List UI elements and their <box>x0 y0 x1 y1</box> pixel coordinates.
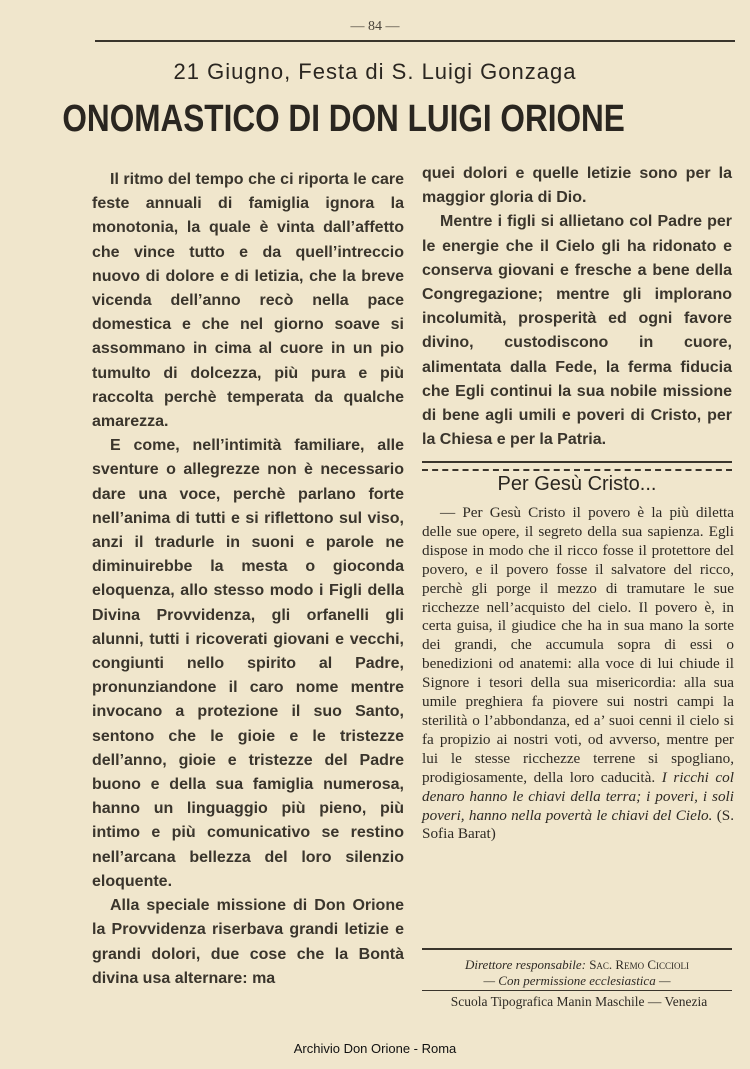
director-label: Direttore responsabile: <box>464 957 586 972</box>
sidebar-title: Per Gesù Cristo... <box>497 473 657 495</box>
credits-rule <box>422 948 732 950</box>
printer-line: Scuola Tipografica Manin Maschile — Venezia <box>450 994 708 1009</box>
sidebar-body <box>422 504 734 844</box>
article-paragraph: quei dolori e quelle letizie sono per la maggior gloria di Dio. <box>422 165 732 207</box>
sidebar-text: — Per Gesù Cristo il povero è la più diletta delle sue opere, il segreto della sua sapienza. Egli dispose in modo che il ricco fosse il protettore del povero, e il povero fosse il salvatore del ricco, perchè gli porge il mezzo di tramutare le sue ricchezze nell’acquisto del cielo. Il povero è, in certa guisa, il giudice che ha in sua mano la sorte dei grandi, che accumula sopra di essi o benedizioni od anatemi: alla voce di lui chiude il Signore i tesori della sua misericordia: alla sua umile preghiera fa piovere sui nostri campi la sterilità o l’abbondanza, ed a’ suoi cenni il cielo si fa propizio ai nostri voti, od avverso, mentre per lui le stesse ricchezze terrene si spogliano, prodigiosamente, della loro caducità. <box>422 504 734 786</box>
sidebar-quote: I ricchi col denaro hanno le chiavi della terra; i poveri, i soli poveri, hanno nella povertà le chiavi del Cielo. <box>422 768 734 824</box>
page-number: — 84 — <box>350 19 400 34</box>
credits-rule-secondary <box>422 990 732 991</box>
director-name: Sac. Remo Ciccioli <box>589 957 690 972</box>
article-paragraph: Il ritmo del tempo che ci riporta le care feste annuali di famiglia ignora la monotonia, la quale è vinta dall’affetto che vince tutto e da quell’intreccio nuovo di dolore e di letizia, che la breve vicenda dell’anno recò nella pace domestica e che nel giorno soave si assommano in cima al cuore in un pio tumulto di dolcezza, più pura e più raccolta perchè temperata da qualche amarezza. <box>92 171 404 431</box>
ornament-divider <box>422 461 732 471</box>
article-left-column <box>92 168 404 991</box>
article-paragraph: Alla speciale missione di Don Orione la Provvidenza riserbava grandi letizie e grandi dolori, due cose che la Bontà divina usa alternare: ma <box>92 897 404 987</box>
ecclesiastical-permission: — Con permissione ecclesiastica — <box>483 973 671 988</box>
article-paragraph: Mentre i figli si allietano col Padre per le energie che il Cielo gli ha ridonato e conserva giovani e fresche a bene della Congregazione; mentre gli implorano incolumità, prosperità ed ogni favore divino, custodiscono in cuore, alimentata dalla Fede, la ferma fiducia che Egli continui la sua nobile missione di bene agli umili e poveri di Cristo, per la Chiesa e per la Patria. <box>422 213 732 449</box>
article-subtitle: 21 Giugno, Festa di S. Luigi Gonzaga <box>173 59 577 84</box>
article-title: ONOMASTICO DI DON LUIGI ORIONE <box>62 98 625 140</box>
article-right-column <box>422 162 732 452</box>
article-paragraph: E come, nell’intimità familiare, alle sventure o allegrezze non è necessario dare una voce, perchè parlano forte nell’anima di tutti e si riflettono sul viso, anzi il tradurle in suoni e parole ne diminuirebbe la mesta o gioconda eloquenza, allo stesso modo i Figli della Divina Provvidenza, gli orfanelli gli alunni, tutti i ricoverati giovani e vecchi, congiunti nello spirito al Padre, pronunziandone il caro nome mentre invocano a protezione il suo Santo, sentono che le gioie e le tristezze dell’anno, gioie e tristezze del Padre buono e della sua famiglia numerosa, hanno un linguaggio più pieno, più intimo e più comunicativo se restino nell’arcana bellezza del loro silenzio eloquente. <box>92 437 404 890</box>
header-rule <box>95 40 735 42</box>
credits-block <box>422 957 732 989</box>
sidebar-attribution: (S. Sofia Barat) <box>422 806 735 843</box>
archive-caption: Archivio Don Orione - Roma <box>293 1041 457 1056</box>
